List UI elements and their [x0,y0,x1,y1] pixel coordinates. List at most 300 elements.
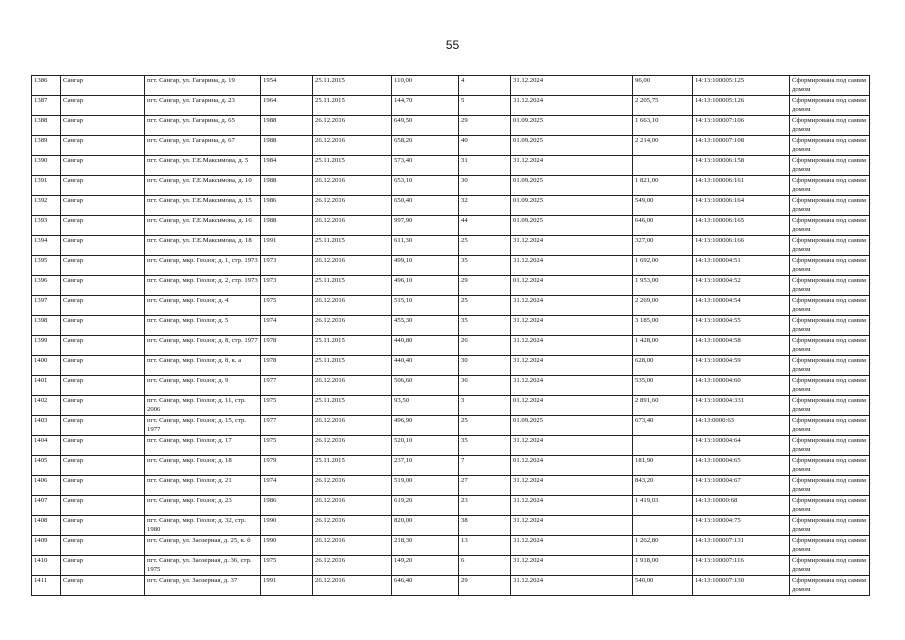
year-built-cell: 1973 [261,276,313,296]
land-area-cell: 2 205,75 [633,96,693,116]
land-status-cell: Сформирована под самим домом [790,556,870,576]
area-cell: 149,20 [392,556,459,576]
land-status-cell: Сформирована под самим домом [790,296,870,316]
residents-cell: 32 [459,196,511,216]
land-status-cell: Сформирована под самим домом [790,476,870,496]
date-cell: 26.12.2016 [313,116,392,136]
year-built-cell: 1964 [261,96,313,116]
year-built-cell: 1977 [261,376,313,396]
cadastral-number-cell: 14:13:100004:331 [693,396,790,416]
address-cell: пгт. Сангар, ул. Гагарина, д. 23 [145,96,261,116]
area-cell: 440,40 [392,356,459,376]
cadastral-number-cell: 14:13:100006:165 [693,216,790,236]
table-row [32,196,870,216]
deadline-cell: 01.09.2025 [511,216,633,236]
cadastral-number-cell: 14:13:100004:67 [693,476,790,496]
row-number-cell: 1389 [32,136,61,156]
land-status-cell: Сформирована под самим домом [790,536,870,556]
land-status-cell: Сформирована под самим домом [790,576,870,596]
area-cell: 997,90 [392,216,459,236]
residents-cell: 30 [459,356,511,376]
table-row [32,576,870,596]
land-status-cell: Сформирована под самим домом [790,276,870,296]
land-area-cell: 646,00 [633,216,693,236]
deadline-cell: 01.12.2024 [511,396,633,416]
cadastral-number-cell: 14:13:100004:65 [693,456,790,476]
land-status-cell: Сформирована под самим домом [790,116,870,136]
date-cell: 26.12.2016 [313,556,392,576]
residents-cell: 26 [459,336,511,356]
date-cell: 25.11.2015 [313,456,392,476]
deadline-cell: 01.09.2025 [511,416,633,436]
date-cell: 26.12.2016 [313,436,392,456]
row-number-cell: 1402 [32,396,61,416]
settlement-cell: Сангар [61,176,145,196]
land-status-cell: Сформирована под самим домом [790,156,870,176]
area-cell: 110,00 [392,76,459,96]
address-cell: пгт. Сангар, мкр. Геолог, д. 17 [145,436,261,456]
cadastral-number-cell: 14:13:100005:126 [693,96,790,116]
area-cell: 144,70 [392,96,459,116]
row-number-cell: 1391 [32,176,61,196]
date-cell: 26.12.2016 [313,496,392,516]
land-area-cell: 2 891,60 [633,396,693,416]
cadastral-number-cell: 14:13:0000:63 [693,416,790,436]
deadline-cell: 01.09.2025 [511,136,633,156]
deadline-cell: 31.12.2024 [511,316,633,336]
cadastral-number-cell: 14:13:100006:164 [693,196,790,216]
land-area-cell: 1 428,00 [633,336,693,356]
address-cell: пгт. Сангар, мкр. Геолог, д. 4 [145,296,261,316]
settlement-cell: Сангар [61,476,145,496]
table-row [32,376,870,396]
address-cell: пгт. Сангар, мкр. Геолог, д. 8, стр. 1977 [145,336,261,356]
year-built-cell: 1988 [261,116,313,136]
settlement-cell: Сангар [61,516,145,536]
address-cell: пгт. Сангар, мкр. Геолог, д. 5 [145,316,261,336]
land-area-cell: 96,00 [633,76,693,96]
table-row [32,436,870,456]
land-area-cell [633,516,693,536]
residents-cell: 31 [459,156,511,176]
land-area-cell: 540,00 [633,576,693,596]
settlement-cell: Сангар [61,356,145,376]
row-number-cell: 1387 [32,96,61,116]
date-cell: 26.12.2016 [313,256,392,276]
table-row [32,416,870,436]
area-cell: 499,10 [392,256,459,276]
cadastral-number-cell: 14:13:100006:158 [693,156,790,176]
deadline-cell: 31.12.2024 [511,336,633,356]
table-row [32,356,870,376]
date-cell: 25.11.2015 [313,236,392,256]
land-area-cell: 673,40 [633,416,693,436]
row-number-cell: 1409 [32,536,61,556]
date-cell: 25.11.2015 [313,96,392,116]
row-number-cell: 1401 [32,376,61,396]
year-built-cell: 1979 [261,456,313,476]
residents-cell: 29 [459,116,511,136]
row-number-cell: 1411 [32,576,61,596]
cadastral-number-cell: 14:13:100007:130 [693,576,790,596]
residents-cell: 25 [459,416,511,436]
cadastral-number-cell: 14:13:100007:106 [693,116,790,136]
date-cell: 25.11.2015 [313,356,392,376]
date-cell: 25.11.2015 [313,156,392,176]
deadline-cell: 31.12.2024 [511,256,633,276]
area-cell: 650,40 [392,196,459,216]
settlement-cell: Сангар [61,416,145,436]
settlement-cell: Сангар [61,236,145,256]
table-row [32,516,870,536]
deadline-cell: 31.12.2024 [511,556,633,576]
year-built-cell: 1988 [261,176,313,196]
address-cell: пгт. Сангар, мкр. Геолог, д. 32, стр. 1980 [145,516,261,536]
date-cell: 26.12.2016 [313,416,392,436]
land-area-cell: 1 918,00 [633,556,693,576]
cadastral-number-cell: 14:13:100004:55 [693,316,790,336]
year-built-cell: 1986 [261,196,313,216]
cadastral-number-cell: 14:13:100007:116 [693,556,790,576]
year-built-cell: 1975 [261,556,313,576]
row-number-cell: 1388 [32,116,61,136]
table-row [32,396,870,416]
deadline-cell: 01.12.2024 [511,276,633,296]
area-cell: 455,30 [392,316,459,336]
deadline-cell: 31.12.2024 [511,516,633,536]
area-cell: 658,20 [392,136,459,156]
settlement-cell: Сангар [61,276,145,296]
residents-cell: 36 [459,376,511,396]
address-cell: пгт. Сангар, ул. Г.Е.Максимова, д. 10 [145,176,261,196]
deadline-cell: 31.12.2024 [511,496,633,516]
residents-cell: 44 [459,216,511,236]
settlement-cell: Сангар [61,556,145,576]
year-built-cell: 1975 [261,436,313,456]
cadastral-number-cell: 14:13:100004:58 [693,336,790,356]
area-cell: 496,90 [392,416,459,436]
cadastral-number-cell: 14:13:100004:60 [693,376,790,396]
table-row [32,556,870,576]
residents-cell: 35 [459,316,511,336]
housing-registry-table [31,75,870,596]
settlement-cell: Сангар [61,196,145,216]
area-cell: 653,10 [392,176,459,196]
land-status-cell: Сформирована под самим домом [790,376,870,396]
year-built-cell: 1974 [261,476,313,496]
address-cell: пгт. Сангар, ул. Г.Е.Максимова, д. 5 [145,156,261,176]
row-number-cell: 1393 [32,216,61,236]
cadastral-number-cell: 14:13:100004:75 [693,516,790,536]
address-cell: пгт. Сангар, мкр. Геолог, д. 1, стр. 1973 [145,256,261,276]
land-area-cell: 843,20 [633,476,693,496]
deadline-cell: 01.09.2025 [511,176,633,196]
land-area-cell: 628,00 [633,356,693,376]
settlement-cell: Сангар [61,536,145,556]
address-cell: пгт. Сангар, ул. Г.Е.Максимова, д. 16 [145,216,261,236]
deadline-cell: 01.09.2025 [511,116,633,136]
residents-cell: 27 [459,476,511,496]
row-number-cell: 1398 [32,316,61,336]
address-cell: пгт. Сангар, ул. Заозерная, д. 37 [145,576,261,596]
year-built-cell: 1954 [261,76,313,96]
address-cell: пгт. Сангар, мкр. Геолог, д. 8, к. а [145,356,261,376]
residents-cell: 29 [459,576,511,596]
table-row [32,116,870,136]
table-row [32,296,870,316]
land-area-cell: 1 692,00 [633,256,693,276]
residents-cell: 3 [459,396,511,416]
cadastral-number-cell: 14:13:100006:161 [693,176,790,196]
area-cell: 646,40 [392,576,459,596]
settlement-cell: Сангар [61,576,145,596]
address-cell: пгт. Сангар, мкр. Геолог, д. 23 [145,496,261,516]
cadastral-number-cell: 14:13:100007:108 [693,136,790,156]
land-status-cell: Сформирована под самим домом [790,356,870,376]
residents-cell: 4 [459,76,511,96]
year-built-cell: 1990 [261,536,313,556]
date-cell: 26.12.2016 [313,536,392,556]
land-status-cell: Сформирована под самим домом [790,316,870,336]
row-number-cell: 1396 [32,276,61,296]
row-number-cell: 1406 [32,476,61,496]
row-number-cell: 1405 [32,456,61,476]
land-area-cell: 549,00 [633,196,693,216]
land-status-cell: Сформирована под самим домом [790,416,870,436]
settlement-cell: Сангар [61,336,145,356]
settlement-cell: Сангар [61,96,145,116]
year-built-cell: 1978 [261,336,313,356]
address-cell: пгт. Сангар, мкр. Геолог, д. 18 [145,456,261,476]
date-cell: 26.12.2016 [313,136,392,156]
residents-cell: 13 [459,536,511,556]
residents-cell: 6 [459,556,511,576]
cadastral-number-cell: 14:13:100006:166 [693,236,790,256]
area-cell: 820,00 [392,516,459,536]
deadline-cell: 31.12.2024 [511,156,633,176]
area-cell: 520,10 [392,436,459,456]
date-cell: 26.12.2016 [313,516,392,536]
row-number-cell: 1386 [32,76,61,96]
land-area-cell: 1 953,00 [633,276,693,296]
address-cell: пгт. Сангар, ул. Гагарина, д. 67 [145,136,261,156]
area-cell: 649,50 [392,116,459,136]
area-cell: 496,10 [392,276,459,296]
area-cell: 515,10 [392,296,459,316]
cadastral-number-cell: 14:13:100004:59 [693,356,790,376]
table-row [32,456,870,476]
area-cell: 440,80 [392,336,459,356]
date-cell: 26.12.2016 [313,176,392,196]
table-row [32,496,870,516]
table-row [32,236,870,256]
area-cell: 611,30 [392,236,459,256]
land-area-cell: 327,00 [633,236,693,256]
land-area-cell: 1 821,00 [633,176,693,196]
address-cell: пгт. Сангар, мкр. Геолог, д. 9 [145,376,261,396]
date-cell: 26.12.2016 [313,576,392,596]
table-row [32,316,870,336]
land-area-cell: 1 663,10 [633,116,693,136]
land-area-cell: 2 214,00 [633,136,693,156]
date-cell: 26.12.2016 [313,316,392,336]
row-number-cell: 1395 [32,256,61,276]
table-row [32,96,870,116]
land-area-cell [633,436,693,456]
land-area-cell: 1 419,03 [633,496,693,516]
address-cell: пгт. Сангар, ул. Гагарина, д. 19 [145,76,261,96]
settlement-cell: Сангар [61,396,145,416]
cadastral-number-cell: 14:13:10000:68 [693,496,790,516]
cadastral-number-cell: 14:13:100005:125 [693,76,790,96]
deadline-cell: 31.12.2024 [511,576,633,596]
address-cell: пгт. Сангар, ул. Г.Е.Максимова, д. 15 [145,196,261,216]
settlement-cell: Сангар [61,296,145,316]
page-number: 55 [445,38,460,52]
date-cell: 26.12.2016 [313,376,392,396]
settlement-cell: Сангар [61,496,145,516]
deadline-cell: 31.12.2024 [511,76,633,96]
land-status-cell: Сформирована под самим домом [790,396,870,416]
residents-cell: 5 [459,96,511,116]
table-row [32,216,870,236]
area-cell: 506,60 [392,376,459,396]
table-row [32,536,870,556]
deadline-cell: 31.12.2024 [511,236,633,256]
table-row [32,156,870,176]
land-area-cell: 2 269,00 [633,296,693,316]
land-status-cell: Сформирована под самим домом [790,216,870,236]
cadastral-number-cell: 14:13:100007:131 [693,536,790,556]
land-status-cell: Сформирована под самим домом [790,256,870,276]
land-status-cell: Сформирована под самим домом [790,196,870,216]
residents-cell: 29 [459,276,511,296]
year-built-cell: 1991 [261,236,313,256]
deadline-cell: 31.12.2024 [511,436,633,456]
year-built-cell: 1975 [261,296,313,316]
residents-cell: 40 [459,136,511,156]
year-built-cell: 1984 [261,156,313,176]
date-cell: 25.11.2015 [313,76,392,96]
date-cell: 25.11.2015 [313,336,392,356]
area-cell: 237,10 [392,456,459,476]
year-built-cell: 1975 [261,396,313,416]
deadline-cell: 31.12.2024 [511,356,633,376]
area-cell: 519,00 [392,476,459,496]
table-row [32,176,870,196]
row-number-cell: 1399 [32,336,61,356]
row-number-cell: 1400 [32,356,61,376]
residents-cell: 25 [459,296,511,316]
area-cell: 619,20 [392,496,459,516]
year-built-cell: 1977 [261,416,313,436]
year-built-cell: 1986 [261,496,313,516]
land-area-cell: 1 262,80 [633,536,693,556]
address-cell: пгт. Сангар, ул. Заозерная, д. 25, к. б [145,536,261,556]
table-row [32,76,870,96]
settlement-cell: Сангар [61,316,145,336]
land-area-cell: 181,90 [633,456,693,476]
deadline-cell: 31.12.2024 [511,536,633,556]
year-built-cell: 1978 [261,356,313,376]
year-built-cell: 1988 [261,216,313,236]
date-cell: 26.12.2016 [313,196,392,216]
land-status-cell: Сформирована под самим домом [790,436,870,456]
land-status-cell: Сформирована под самим домом [790,176,870,196]
address-cell: пгт. Сангар, ул. Гагарина, д. 65 [145,116,261,136]
deadline-cell: 31.12.2024 [511,96,633,116]
land-status-cell: Сформирована под самим домом [790,96,870,116]
deadline-cell: 31.12.2024 [511,476,633,496]
deadline-cell: 31.12.2024 [511,296,633,316]
row-number-cell: 1407 [32,496,61,516]
row-number-cell: 1408 [32,516,61,536]
year-built-cell: 1973 [261,256,313,276]
address-cell: пгт. Сангар, мкр. Геолог, д. 11, стр. 2006 [145,396,261,416]
date-cell: 26.12.2016 [313,476,392,496]
area-cell: 573,40 [392,156,459,176]
date-cell: 26.12.2016 [313,296,392,316]
area-cell: 218,30 [392,536,459,556]
address-cell: пгт. Сангар, мкр. Геолог, д. 15, стр. 1977 [145,416,261,436]
land-area-cell: 3 185,00 [633,316,693,336]
settlement-cell: Сангар [61,436,145,456]
row-number-cell: 1397 [32,296,61,316]
date-cell: 25.11.2015 [313,276,392,296]
residents-cell: 35 [459,436,511,456]
land-status-cell: Сформирована под самим домом [790,516,870,536]
settlement-cell: Сангар [61,116,145,136]
table-row [32,256,870,276]
settlement-cell: Сангар [61,136,145,156]
row-number-cell: 1410 [32,556,61,576]
settlement-cell: Сангар [61,76,145,96]
residents-cell: 25 [459,236,511,256]
settlement-cell: Сангар [61,376,145,396]
cadastral-number-cell: 14:13:100004:51 [693,256,790,276]
settlement-cell: Сангар [61,156,145,176]
table-row [32,476,870,496]
address-cell: пгт. Сангар, ул. Г.Е.Максимова, д. 18 [145,236,261,256]
land-status-cell: Сформирована под самим домом [790,496,870,516]
residents-cell: 35 [459,256,511,276]
year-built-cell: 1988 [261,136,313,156]
cadastral-number-cell: 14:13:100004:52 [693,276,790,296]
land-status-cell: Сформирована под самим домом [790,456,870,476]
address-cell: пгт. Сангар, ул. Заозерная, д. 36, стр. 1975 [145,556,261,576]
settlement-cell: Сангар [61,216,145,236]
cadastral-number-cell: 14:13:100004:54 [693,296,790,316]
year-built-cell: 1990 [261,516,313,536]
row-number-cell: 1403 [32,416,61,436]
land-status-cell: Сформирована под самим домом [790,136,870,156]
table-row [32,336,870,356]
date-cell: 25.11.2015 [313,396,392,416]
land-area-cell: 535,00 [633,376,693,396]
row-number-cell: 1392 [32,196,61,216]
address-cell: пгт. Сангар, мкр. Геолог, д. 21 [145,476,261,496]
residents-cell: 7 [459,456,511,476]
settlement-cell: Сангар [61,256,145,276]
row-number-cell: 1394 [32,236,61,256]
year-built-cell: 1991 [261,576,313,596]
date-cell: 26.12.2016 [313,216,392,236]
land-status-cell: Сформирована под самим домом [790,236,870,256]
settlement-cell: Сангар [61,456,145,476]
cadastral-number-cell: 14:13:100004:64 [693,436,790,456]
row-number-cell: 1404 [32,436,61,456]
residents-cell: 23 [459,496,511,516]
